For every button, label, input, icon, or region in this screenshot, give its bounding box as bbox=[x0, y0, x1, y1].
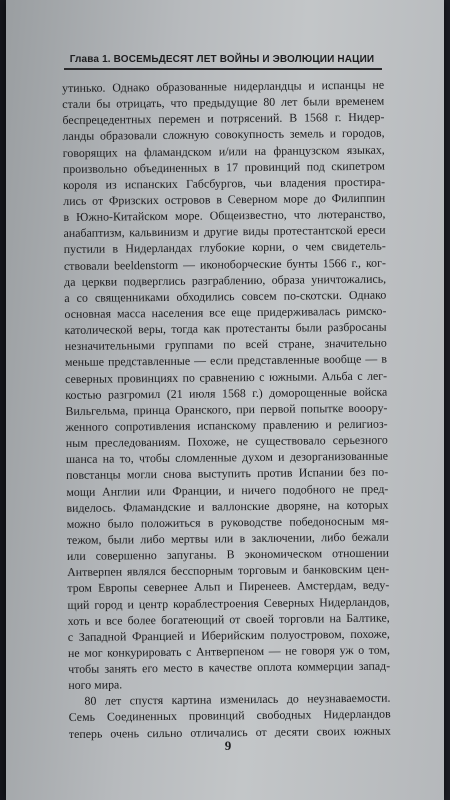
text-line: 80 лет спустя картина изменилась до неузнаваемости. bbox=[84, 690, 391, 709]
body-text bbox=[62, 77, 391, 742]
text-line: ствовали beeldenstorm — иконоборческие бунты 1566 г., ког- bbox=[63, 255, 386, 273]
text-line: утинько. Однако образованные нидерландцы и испанцы не bbox=[62, 77, 385, 95]
text-line: произвольно объединенных в 17 провинций под скипетром bbox=[62, 158, 385, 176]
text-line: ным преследованиям. Похоже, не существовало серьезного bbox=[65, 432, 388, 451]
text-line: тежом, были либо мертвы или в заключении, либо бежали bbox=[66, 529, 389, 547]
text-line: женного сопротивления испанскому правлению и религиоз- bbox=[65, 416, 388, 434]
text-line: шанса на то, чтобы сломленные духом и дезорганизованные bbox=[65, 448, 389, 467]
running-header: Глава 1. ВОСЕМЬДЕСЯТ ЛЕТ ВОЙНЫ И ЭВОЛЮЦИИ НАЦИИ bbox=[69, 54, 375, 65]
text-line: говорящих на фламандском и/или на французском языках, bbox=[62, 142, 385, 160]
text-line: в Южно-Китайском море. Общеизвестно, что лютеранство, bbox=[63, 206, 386, 225]
text-line: тром Европы севернее Альп и Пиренеев. Амстердам, веду- bbox=[67, 577, 390, 596]
text-line: незначительными группами по всей стране, значительно bbox=[64, 335, 387, 354]
text-line: Семь Соединенных провинций свободных Нидерландов bbox=[68, 707, 391, 725]
text-line: короля из испанских Габсбургов, чьи владения простира- bbox=[63, 174, 386, 192]
text-line: можно было положиться в руководстве победоносным мя- bbox=[66, 513, 389, 531]
text-line: с Западной Францией и Иберийским полуостровом, похоже, bbox=[67, 626, 390, 644]
text-line: основная масса населения все еще придерживалась римско- bbox=[64, 303, 387, 321]
text-line: костью разгромил (21 июля 1568 г.) доморощенные войска bbox=[65, 384, 388, 402]
text-line: хоть и все более богатеющий от своей торговли на Балтике, bbox=[67, 610, 390, 628]
text-line: католической веры, тогда как протестанты были разбросаны bbox=[64, 319, 387, 338]
text-line: северных провинциях по сравнению с южными. Альба с лег- bbox=[65, 368, 388, 386]
text-line: да церкви подверглись разграблению, образа уничтожались, bbox=[64, 271, 387, 289]
book-page bbox=[6, 0, 444, 800]
text-line: беспрецедентных перемен и потрясений. В 1568 г. Нидер- bbox=[62, 109, 385, 128]
header-rule bbox=[64, 68, 382, 70]
text-line: ного мира. bbox=[68, 677, 123, 693]
text-line: теперь очень сильно отличались от десяти своих южных bbox=[68, 723, 391, 741]
text-line: Антверпен являлся бесспорным торговым и банковским цен- bbox=[67, 561, 390, 580]
text-line: пустили в Нидерландах глубокие корни, о чем свидетель- bbox=[63, 239, 386, 257]
text-line: стали бы отрицать, что предыдущие 80 лет были временем bbox=[62, 93, 385, 112]
text-line: виделось. Фламандские и валлонские дворяне, на которых bbox=[66, 497, 389, 515]
text-line: а со священниками обходились совсем по-скотски. Однако bbox=[64, 287, 387, 305]
text-line: повстанцы могли снова выступить против Испании без по- bbox=[66, 464, 389, 483]
text-line: не мог конкурировать с Антверпеном — не говоря уж о том, bbox=[67, 642, 391, 660]
text-line: щий город и центр кораблестроения Северных Нидерландов, bbox=[67, 594, 390, 612]
text-line: Вильгельма, принца Оранского, при первой попытке вооору- bbox=[65, 400, 388, 418]
page-number: 9 bbox=[224, 738, 232, 753]
text-line: анабаптизм, кальвинизм и другие виды протестантской ереси bbox=[63, 222, 386, 241]
text-line: мощи Англии или Франции, и ничего подобного не пред- bbox=[66, 481, 389, 499]
text-line: или совершенно запуганы. В экономическом отношении bbox=[66, 545, 390, 564]
text-line: лись от Фризских островов в Северном море до Филиппин bbox=[63, 190, 386, 208]
text-line: меньше представленные — если представленные вообще — в bbox=[64, 352, 388, 370]
text-line: ланды образовали сложную совокупность земель и городов, bbox=[62, 126, 385, 144]
text-line: чтобы занять его место в качестве оплота коммерции запад- bbox=[68, 658, 391, 677]
